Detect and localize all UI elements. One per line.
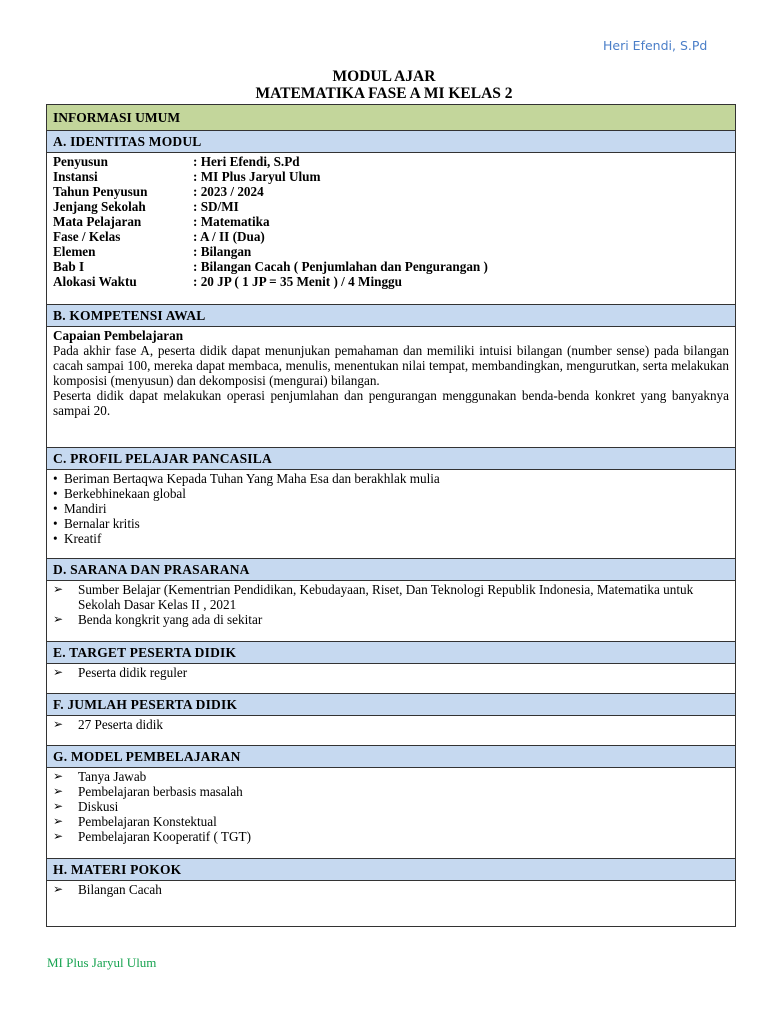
model-list (53, 769, 729, 844)
list-item (53, 799, 729, 814)
list-item (53, 612, 729, 627)
kompetensi-body (47, 327, 736, 448)
identitas-value: : Bilangan (193, 244, 252, 259)
list-item (53, 665, 729, 680)
capaian-title: Capaian Pembelajaran (53, 328, 184, 343)
list-item-text: Peserta didik reguler (78, 665, 188, 680)
bullet-icon: • (53, 471, 58, 486)
bullet-icon: • (53, 501, 58, 516)
list-item-text: Diskusi (78, 799, 119, 814)
materi-list (53, 882, 729, 897)
capaian-paragraph-2: Peserta didik dapat melakukan operasi penjumlahan dan pengurangan menggunakan benda-benda konkret yang banyaknya sampai 20. (53, 388, 729, 418)
identitas-row (53, 169, 729, 184)
title-line-1: MODUL AJAR (332, 68, 436, 85)
list-item (53, 516, 729, 531)
identitas-key: Mata Pelajaran (53, 214, 142, 229)
identitas-row (53, 244, 729, 259)
footer-school-name: MI Plus Jaryul Ulum (47, 955, 157, 970)
list-item-text: 27 Peserta didik (78, 717, 163, 732)
list-item (53, 582, 729, 612)
list-item-text: Mandiri (64, 501, 107, 516)
bullet-icon: • (53, 486, 58, 501)
identitas-key: Bab I (53, 259, 85, 274)
section-heading-model: G. MODEL PEMBELAJARAN (47, 746, 736, 768)
arrow-bullet-icon: ➢ (53, 769, 64, 783)
list-item-text: Sumber Belajar (Kementrian Pendidikan, Kebudayaan, Riset, Dan Teknologi Republik Indonesia, Matematika untuk Sekolah Dasar Kelas II , 2021 (78, 582, 694, 612)
profil-list (53, 471, 729, 546)
identitas-value: : Heri Efendi, S.Pd (193, 154, 300, 169)
sarana-body (47, 581, 736, 642)
list-item (53, 486, 729, 501)
list-item (53, 471, 729, 486)
list-item (53, 531, 729, 546)
identitas-row (53, 184, 729, 199)
identitas-value: : A / II (Dua) (193, 229, 265, 244)
identitas-value: : Bilangan Cacah ( Penjumlahan dan Pengurangan ) (193, 259, 488, 274)
identitas-key: Fase / Kelas (53, 229, 121, 244)
list-item (53, 784, 729, 799)
list-item-text: Pembelajaran Konstektual (78, 814, 217, 829)
identitas-body (47, 153, 736, 305)
arrow-bullet-icon: ➢ (53, 829, 64, 843)
identitas-value: : SD/MI (193, 199, 239, 214)
section-heading-kompetensi: B. KOMPETENSI AWAL (47, 305, 736, 327)
identitas-row (53, 229, 729, 244)
module-table (46, 104, 736, 927)
identitas-value: : Matematika (193, 214, 270, 229)
identitas-row (53, 154, 729, 169)
section-heading-identitas: A. IDENTITAS MODUL (47, 131, 736, 153)
list-item (53, 769, 729, 784)
list-item-text: Pembelajaran berbasis masalah (78, 784, 243, 799)
section-informasi-umum: INFORMASI UMUM (47, 105, 736, 131)
identitas-row (53, 199, 729, 214)
list-item (53, 814, 729, 829)
identitas-value: : MI Plus Jaryul Ulum (193, 169, 321, 184)
header-author: Heri Efendi, S.Pd (603, 38, 708, 53)
list-item (53, 717, 729, 732)
arrow-bullet-icon: ➢ (53, 799, 64, 813)
list-item (53, 829, 729, 844)
section-heading-profil: C. PROFIL PELAJAR PANCASILA (47, 448, 736, 470)
identitas-row (53, 214, 729, 229)
list-item-text: Pembelajaran Kooperatif ( TGT) (78, 829, 251, 844)
identitas-value: : 2023 / 2024 (193, 184, 264, 199)
list-item-text: Benda kongkrit yang ada di sekitar (78, 612, 263, 627)
arrow-bullet-icon: ➢ (53, 665, 64, 679)
arrow-bullet-icon: ➢ (53, 717, 64, 731)
jumlah-body (47, 716, 736, 746)
identitas-key: Alokasi Waktu (53, 274, 137, 289)
profil-body (47, 470, 736, 559)
section-heading-materi: H. MATERI POKOK (47, 859, 736, 881)
arrow-bullet-icon: ➢ (53, 784, 64, 798)
section-heading-jumlah: F. JUMLAH PESERTA DIDIK (47, 694, 736, 716)
arrow-bullet-icon: ➢ (53, 612, 64, 626)
identitas-value: : 20 JP ( 1 JP = 35 Menit ) / 4 Minggu (193, 274, 402, 289)
target-body (47, 664, 736, 694)
capaian-paragraph-1: Pada akhir fase A, peserta didik dapat menunjukan pemahaman dan memiliki intuisi bilangan (number sense) pada bilangan cacah sampai 100, mereka dapat membaca, menulis, menentukan nilai tempat, membandingkan, mengurutkan, serta melakukan komposisi (menyusun) dan dekomposisi (mengurai) bilangan. (53, 343, 729, 388)
identitas-key: Elemen (53, 244, 96, 259)
bullet-icon: • (53, 516, 58, 531)
title-line-2: MATEMATIKA FASE A MI KELAS 2 (255, 85, 513, 102)
identitas-row (53, 274, 729, 289)
document-title (0, 68, 768, 102)
sarana-list (53, 582, 729, 627)
section-heading-sarana: D. SARANA DAN PRASARANA (47, 559, 736, 581)
list-item (53, 882, 729, 897)
list-item-text: Beriman Bertaqwa Kepada Tuhan Yang Maha Esa dan berakhlak mulia (64, 471, 440, 486)
list-item-text: Kreatif (64, 531, 102, 546)
arrow-bullet-icon: ➢ (53, 882, 64, 896)
identitas-key: Penyusun (53, 154, 108, 169)
arrow-bullet-icon: ➢ (53, 814, 64, 828)
list-item-text: Bilangan Cacah (78, 882, 162, 897)
identitas-key: Tahun Penyusun (53, 184, 148, 199)
materi-body (47, 881, 736, 927)
identitas-key: Jenjang Sekolah (53, 199, 146, 214)
arrow-bullet-icon: ➢ (53, 582, 64, 596)
identitas-row (53, 259, 729, 274)
jumlah-list (53, 717, 729, 732)
list-item-text: Berkebhinekaan global (64, 486, 186, 501)
bullet-icon: • (53, 531, 58, 546)
list-item-text: Tanya Jawab (78, 769, 147, 784)
section-heading-target: E. TARGET PESERTA DIDIK (47, 642, 736, 664)
identitas-key: Instansi (53, 169, 98, 184)
model-body (47, 768, 736, 859)
list-item-text: Bernalar kritis (64, 516, 140, 531)
list-item (53, 501, 729, 516)
target-list (53, 665, 729, 680)
